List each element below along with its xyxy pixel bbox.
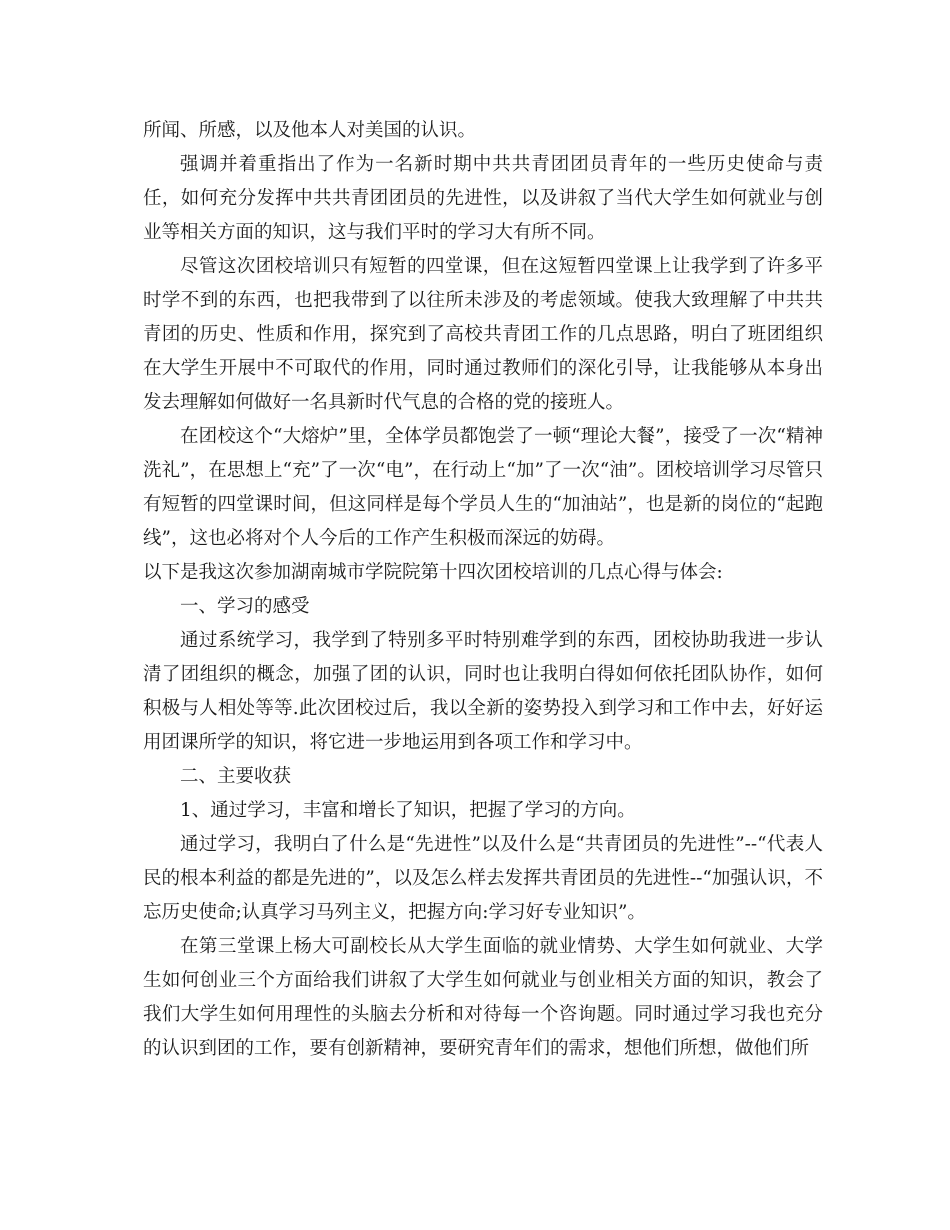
paragraph-6: 通过系统学习，我学到了特别多平时特别难学到的东西，团校协助我进一步认清了团组织的概念，加强了团的认识，同时也让我明白得如何依托团队协作，如何积极与人相处等等.此次团校过后，我以全新的姿势投入到学习和工作中去，好好运用团课所学的知识，将它进一步地运用到各项工作和学习中。: [143, 630, 823, 753]
paragraph-8: 在第三堂课上杨大可副校长从大学生面临的就业情势、大学生如何就业、大学生如何创业三个方面给我们讲叙了大学生如何就业与创业相关方面的知识，教会了我们大学生如何用理性的头脑去分析和对待每一个咨询题。同时通过学习我也充分的认识到团的工作，要有创新精神，要研究青年们的需求，想他们所想，做他们所: [143, 936, 823, 1059]
paragraph-7: 通过学习，我明白了什么是“先进性”以及什么是“共青团员的先进性”--“代表人民的根本利益的都是先进的”，以及怎么样去发挥共青团员的先进性--“加强认识，不忘历史使命;认真学习马列主义，把握方向:学习好专业知识”。: [143, 834, 823, 923]
subsection-heading-1: 1、通过学习，丰富和增长了知识，把握了学习的方向。: [180, 800, 636, 821]
document-body: [143, 114, 823, 1066]
section-heading-2: 二、主要收获: [180, 766, 292, 787]
section-heading-1: 一、学习的感受: [180, 596, 310, 617]
paragraph-5: 以下是我这次参加湖南城市学院院第十四次团校培训的几点心得与体会:: [143, 562, 723, 583]
paragraph-1: 所闻、所感，以及他本人对美国的认识。: [143, 120, 477, 141]
paragraph-2: 强调并着重指出了作为一名新时期中共共青团团员青年的一些历史使命与责任，如何充分发挥中共共青团团员的先进性，以及讲叙了当代大学生如何就业与创业等相关方面的知识，这与我们平时的学习大有所不同。: [143, 154, 823, 243]
paragraph-3: 尽管这次团校培训只有短暂的四堂课，但在这短暂四堂课上让我学到了许多平时学不到的东西，也把我带到了以往所未涉及的考虑领域。使我大致理解了中共共青团的历史、性质和作用，探究到了高校共青团工作的几点思路，明白了班团组织在大学生开展中不可取代的作用，同时通过教师们的深化引导，让我能够从本身出发去理解如何做好一名具新时代气息的合格的党的接班人。: [143, 256, 823, 413]
paragraph-4: 在团校这个“大熔炉”里，全体学员都饱尝了一顿“理论大餐”，接受了一次“精神洗礼”，在思想上“充”了一次“电”，在行动上“加”了一次“油”。团校培训学习尽管只有短暂的四堂课时间，但这同样是每个学员人生的“加油站”，也是新的岗位的“起跑线”，这也必将对个人今后的工作产生积极而深远的妨碍。: [143, 426, 823, 549]
